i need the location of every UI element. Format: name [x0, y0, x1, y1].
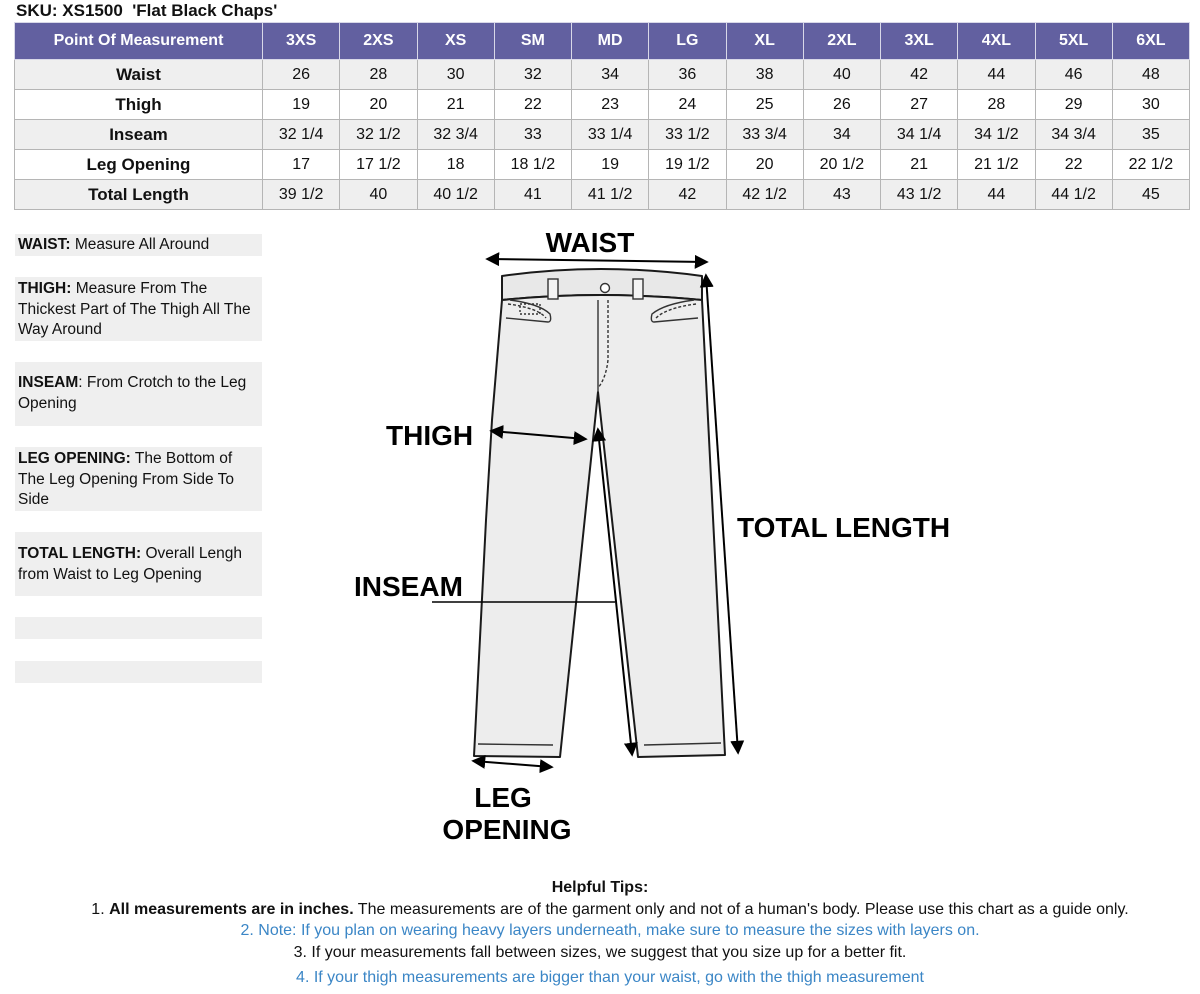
table-header-cell: Point Of Measurement [15, 23, 263, 60]
sku-title: SKU: XS1500 'Flat Black Chaps' [16, 1, 278, 20]
table-header-cell: MD [572, 23, 649, 60]
table-cell: 34 1/2 [958, 120, 1035, 150]
table-cell: 29 [1035, 90, 1112, 120]
row-label: Waist [15, 60, 263, 90]
tip-1 [10, 901, 1200, 919]
desc-term: INSEAM [18, 374, 79, 391]
table-cell: 43 1/2 [881, 180, 958, 210]
table-header-cell: 2XS [340, 23, 417, 60]
table-cell: 19 [572, 150, 649, 180]
desc-term: TOTAL LENGTH: [18, 545, 142, 562]
tips-title: Helpful Tips: [551, 879, 649, 896]
table-cell: 23 [572, 90, 649, 120]
table-cell: 42 [881, 60, 958, 90]
table-cell: 18 1/2 [494, 150, 571, 180]
leg-opening-arrow [474, 761, 551, 767]
tip-1-rest: The measurements are of the garment only and not of a human's body. Please use this chart as a guide only. [353, 901, 1129, 918]
table-cell: 33 1/4 [572, 120, 649, 150]
table-cell: 22 [494, 90, 571, 120]
table-cell: 40 [340, 180, 417, 210]
table-cell: 20 [726, 150, 803, 180]
table-cell: 35 [1112, 120, 1189, 150]
desc-term: LEG OPENING: [18, 450, 131, 467]
table-cell: 38 [726, 60, 803, 90]
table-cell: 46 [1035, 60, 1112, 90]
tip-3: 3. If your measurements fall between sizes, we suggest that you size up for a better fit. [293, 944, 907, 961]
table-header-cell: 5XL [1035, 23, 1112, 60]
label-thigh: THIGH [386, 420, 474, 451]
table-cell: 34 1/4 [881, 120, 958, 150]
table-cell: 17 1/2 [340, 150, 417, 180]
table-cell: 40 [803, 60, 880, 90]
table-cell: 28 [958, 90, 1035, 120]
desc-text: : From Crotch to the Leg Opening [18, 374, 247, 412]
label-inseam: INSEAM [354, 571, 463, 602]
row-label: Total Length [15, 180, 263, 210]
table-cell: 24 [649, 90, 726, 120]
desc-text: Overall Lengh from Waist to Leg Opening [18, 545, 242, 583]
table-cell: 48 [1112, 60, 1189, 90]
table-cell: 26 [803, 90, 880, 120]
table-header-cell: 2XL [803, 23, 880, 60]
table-cell: 19 1/2 [649, 150, 726, 180]
table-cell: 32 1/2 [340, 120, 417, 150]
table-cell: 36 [649, 60, 726, 90]
table-cell: 19 [263, 90, 340, 120]
table-cell: 26 [263, 60, 340, 90]
table-cell: 33 3/4 [726, 120, 803, 150]
table-cell: 34 [803, 120, 880, 150]
table-header-cell: XS [417, 23, 494, 60]
table-cell: 18 [417, 150, 494, 180]
desc-term: THIGH: [18, 280, 72, 297]
pants-outline [474, 269, 725, 757]
label-total-length: TOTAL LENGTH [737, 512, 951, 543]
row-label: Inseam [15, 120, 263, 150]
table-cell: 22 1/2 [1112, 150, 1189, 180]
table-cell: 45 [1112, 180, 1189, 210]
table-cell: 34 [572, 60, 649, 90]
table-cell: 41 [494, 180, 571, 210]
table-cell: 44 [958, 180, 1035, 210]
table-cell: 20 1/2 [803, 150, 880, 180]
table-header-cell: LG [649, 23, 726, 60]
table-header-cell: 4XL [958, 23, 1035, 60]
waist-arrow [488, 259, 706, 262]
table-cell: 21 1/2 [958, 150, 1035, 180]
table-cell: 43 [803, 180, 880, 210]
desc-text: The Bottom of The Leg Opening From Side To Side [18, 450, 234, 508]
table-cell: 44 [958, 60, 1035, 90]
table-cell: 30 [1112, 90, 1189, 120]
table-cell: 20 [340, 90, 417, 120]
table-cell: 42 1/2 [726, 180, 803, 210]
desc-text: Measure All Around [70, 236, 210, 253]
table-cell: 21 [881, 150, 958, 180]
table-cell: 17 [263, 150, 340, 180]
tip-1-bold: All measurements are in inches. [109, 901, 354, 918]
table-cell: 32 [494, 60, 571, 90]
table-cell: 39 1/2 [263, 180, 340, 210]
table-header-cell: SM [494, 23, 571, 60]
table-cell: 32 1/4 [263, 120, 340, 150]
table-header-cell: 3XS [263, 23, 340, 60]
table-cell: 21 [417, 90, 494, 120]
table-cell: 32 3/4 [417, 120, 494, 150]
table-cell: 33 1/2 [649, 120, 726, 150]
table-cell: 28 [340, 60, 417, 90]
table-cell: 25 [726, 90, 803, 120]
table-cell: 40 1/2 [417, 180, 494, 210]
tip-4: 4. If your thigh measurements are bigger than your waist, go with the thigh measurement [296, 969, 924, 986]
label-opening: OPENING [442, 814, 572, 845]
tip-1-prefix: 1. [91, 901, 110, 918]
table-cell: 33 [494, 120, 571, 150]
desc-text: Measure From The Thickest Part of The Thigh All The Way Around [18, 280, 251, 338]
tip-2: 2. Note: If you plan on wearing heavy layers underneath, make sure to measure the sizes with layers on. [240, 922, 980, 939]
table-cell: 22 [1035, 150, 1112, 180]
row-label: Leg Opening [15, 150, 263, 180]
table-header-cell: 3XL [881, 23, 958, 60]
table-header-cell: XL [726, 23, 803, 60]
label-leg: LEG [474, 782, 532, 813]
table-cell: 30 [417, 60, 494, 90]
table-cell: 41 1/2 [572, 180, 649, 210]
label-waist: WAIST [545, 227, 635, 258]
table-cell: 34 3/4 [1035, 120, 1112, 150]
table-cell: 44 1/2 [1035, 180, 1112, 210]
desc-term: WAIST: [18, 236, 71, 253]
row-label: Thigh [15, 90, 263, 120]
table-cell: 27 [881, 90, 958, 120]
table-header-cell: 6XL [1112, 23, 1189, 60]
table-cell: 42 [649, 180, 726, 210]
